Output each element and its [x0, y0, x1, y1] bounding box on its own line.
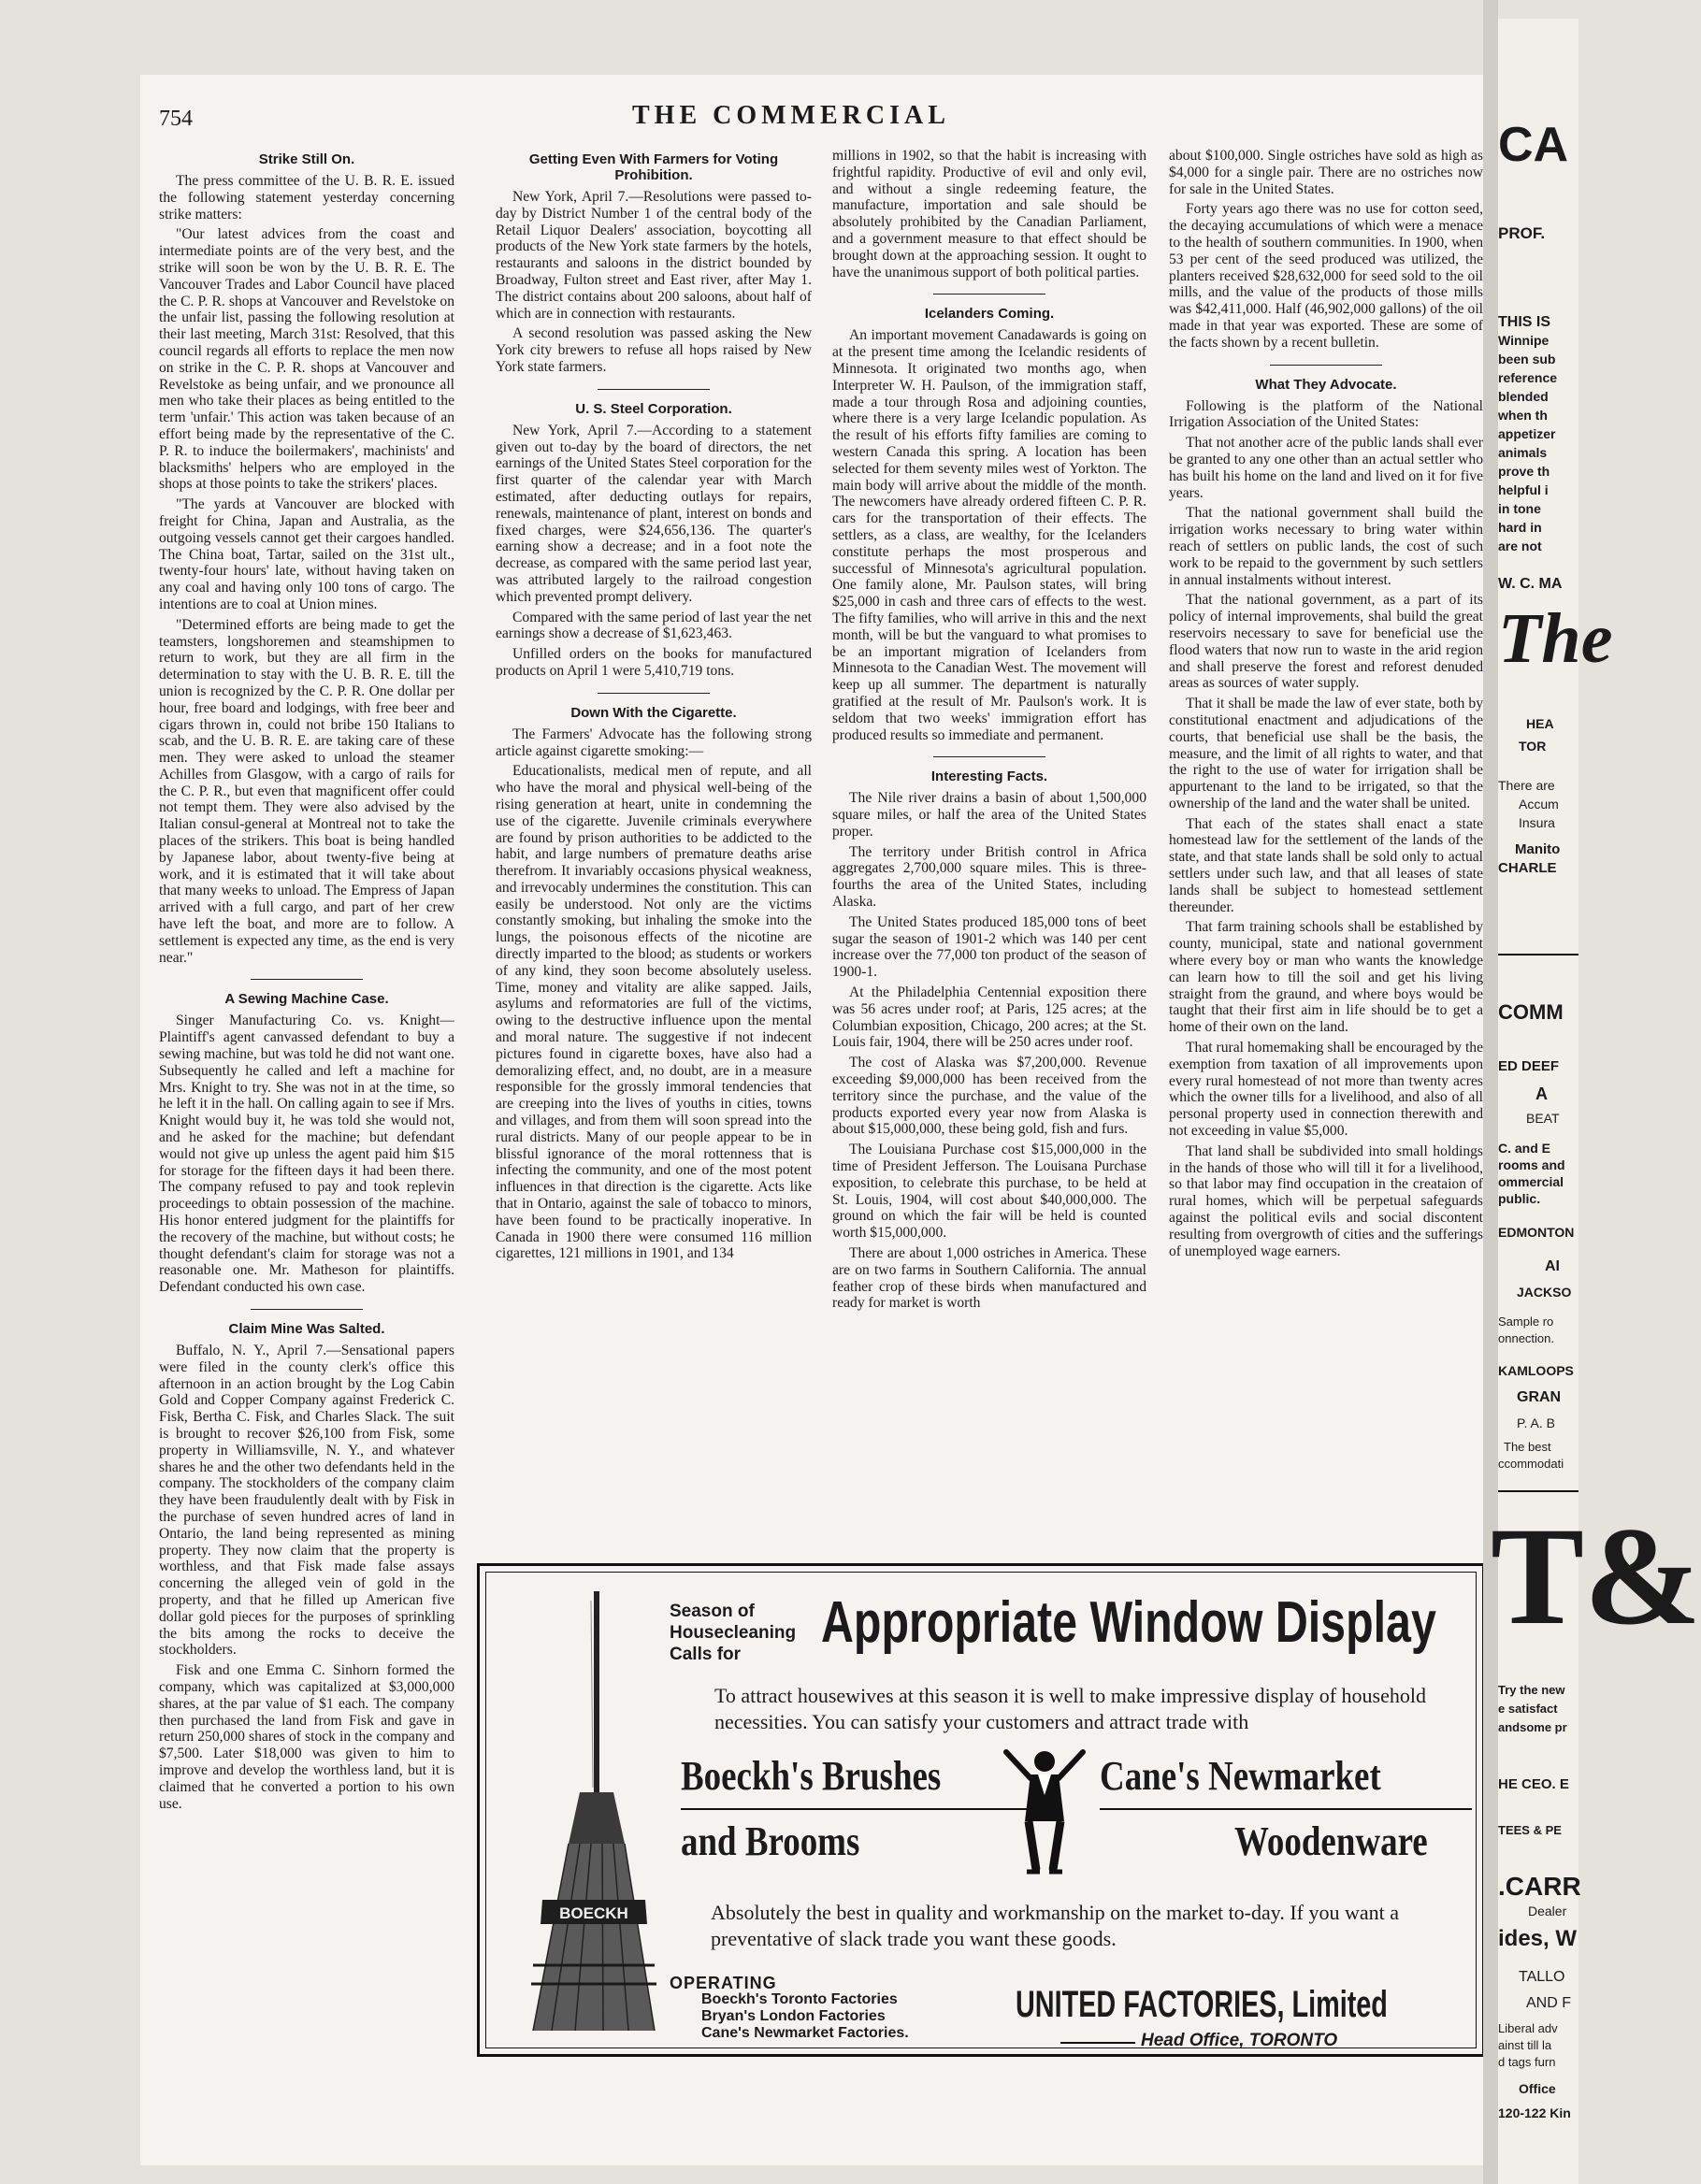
strip-fragment: been sub	[1498, 352, 1556, 366]
article-paragraph: At the Philadelphia Centennial exposition there was 56 acres under roof; at Paris, 125 acres; at the Columbian exposition, Chicago, 200 acres; at the St. Louis fair, 1904, there will be 250 acres under roof.	[832, 984, 1146, 1051]
waiter-figure-icon	[1002, 1746, 1087, 1877]
strip-fragment: ainst till la	[1498, 2038, 1552, 2052]
strip-fragment: Try the new	[1498, 1683, 1565, 1697]
article-paragraph: Fisk and one Emma C. Sinhorn formed the company, which was capitalized at $3,000,000 shares, at the par value of $1 each. The company then purchased the land from Fisk and gave in return 250,000 shares of stock in the company and $7,500. Later $18,000 was given to him to improve and develop the worthless land, but it is claimed that he converted a portion to his own use.	[159, 1662, 454, 1812]
strip-rule	[1498, 1490, 1578, 1492]
ad-factory-line: Boeckh's Toronto Factories	[701, 1991, 898, 2007]
broom-icon	[524, 1591, 664, 2040]
ad-season-label: Season of Housecleaning Calls for	[670, 1602, 797, 1664]
article-paragraph: The press committee of the U. B. R. E. issued the following statement yesterday concerning strike matters:	[159, 173, 454, 223]
strip-rule	[1498, 954, 1578, 956]
page-number: 754	[159, 107, 193, 131]
article-paragraph: That each of the states shall enact a state homestead law for the settlement of the lands of the state, and that state lands shall be sold only to actual settlers under such law, and that all leases of state lands shall be subject to homestead settlement thereunder.	[1169, 815, 1483, 915]
article-headline: A Sewing Machine Case.	[224, 991, 389, 1008]
article-paragraph: That farm training schools shall be established by county, municipal, state and national government where every boy or man who wants the knowledge can learn how to till the soil and get his living straight from the graund, and where boys would be taught that their first aim in life should be to get a home of their own on the land.	[1169, 919, 1483, 1036]
strip-fragment: CA	[1498, 118, 1569, 172]
strip-fragment: andsome pr	[1498, 1720, 1567, 1734]
strip-fragment: C. and E	[1498, 1141, 1551, 1156]
strip-fragment: GRAN	[1517, 1389, 1562, 1405]
article-headline: Down With the Cigarette.	[570, 704, 737, 721]
strip-fragment: public.	[1498, 1191, 1541, 1206]
strip-fragment: rooms and	[1498, 1157, 1565, 1172]
strip-fragment: Dealer	[1528, 1904, 1567, 1918]
broom-label: BOECKH	[559, 1904, 628, 1922]
strip-fragment: animals	[1498, 445, 1548, 460]
strip-fragment: Winnipe	[1498, 333, 1550, 348]
strip-fragment: appetizer	[1498, 426, 1556, 441]
article-paragraph: Following is the platform of the National Irrigation Association of the United States:	[1169, 397, 1483, 431]
article-paragraph: "Our latest advices from the coast and intermediate points are of the very best, and the strike will soon be won by the U. B. R. E. The Vancouver Trades and Labor Council have placed the C. P. R. shops at Vancouver and Revelstoke on the unfair list, passing the following resolution at their last meeting, March 31st: Resolved, that this council regards all efforts to replace the men now on strike in the C. P. R. shops at Vancouver and Revelstoke as being unfair, and we pronounce all men who take their places as being entitled to the term 'unfair.' This action was taken because of an effort being made by the representative of the C. P. R. to induce the boilermakers', machinists' and blacksmiths' helpers who are employed in the shops at those points to take the strikers' places.	[159, 226, 454, 493]
strip-fragment: when th	[1498, 408, 1548, 423]
ad-headline: Appropriate Window Display	[821, 1590, 1436, 1655]
ad-quality-text: Absolutely the best in quality and workmanship on the market to-day. If you want a preventative of slack trade you want these goods.	[711, 1901, 1400, 1950]
ad-underline-2	[1100, 1808, 1472, 1810]
article-paragraph: Forty years ago there was no use for cotton seed, the decaying accumulations of which were a menace to the health of southern communities. In 1900, when 53 per cent of the seed produced was utilized, the planters received $28,632,000 for seed sold to the oil mills, and the value of the products of those mills was $42,411,000. Half (46,902,000 gallons) of the oil made in that year was exported. These are some of the facts shown by a recent bulletin.	[1169, 201, 1483, 351]
article-paragraph: There are about 1,000 ostriches in America. These are on two farms in Southern California. The annual feather crop of these birds when manufactured and ready for market is worth	[832, 1245, 1146, 1312]
strip-fragment: AND F	[1526, 1995, 1571, 2011]
article-paragraph: Singer Manufacturing Co. vs. Knight—Plaintiff's agent canvassed defendant to buy a sewing machine, but was told he did not want one. Subsequently he called and left a machine for Mrs. Knight to try. She was not in at the time, so he left it in the hall. On calling again to see if Mrs. Knight would buy it, he was told she would not, and he asked for the machine; but defendant would not give up unless the agent paid him $15 for storage for the fifteen days it had been there. The company refused to pay and took replevin proceedings to obtain possession of the machine. His honor entered judgment for the plaintiffs for the recovery of the machine, but without costs; he thought defendant's claim for storage was not a reasonable one. Mr. Matheson for plaintiffs. Defendant conducted his own case.	[159, 1013, 454, 1296]
column-2	[496, 148, 812, 1266]
strip-fragment: Liberal adv	[1498, 2021, 1558, 2035]
strip-fragment: AI	[1545, 1258, 1560, 1274]
article-headline: Claim Mine Was Salted.	[228, 1321, 385, 1337]
ad-company-name: UNITED FACTORIES, Limited	[1016, 1984, 1388, 2025]
column-3	[832, 148, 1146, 1315]
article-paragraph: The United States produced 185,000 tons of beet sugar the season of 1901-2 which was 140 per cent increase over the 77,000 ton product of the season of 1900-1.	[832, 913, 1146, 981]
article-paragraph: That land shall be subdivided into small holdings in the hands of those who will till it for a livelihood, so that labor may find occupation in the creataion of rural homes, which will be perpetual safeguards against the political evils and social discontent resulting from overgrowth of cities and the sufferings of unemployed wage earners.	[1169, 1142, 1483, 1259]
ad-brand-brushes: Boeckh's Brushes	[681, 1753, 942, 1799]
strip-fragment: EDMONTON	[1498, 1225, 1575, 1240]
ad-factory-line: Bryan's London Factories	[701, 2008, 886, 2024]
article-paragraph: New York, April 7.—According to a statement given out to-day by the board of directors, the net earnings of the United States Steel corporation for the first quarter of the calendar year with March estimated, after deducting outlays for repairs, renewals, maintenance of plant, interest on bonds and fixed charges, were $24,656,136. The quarter's earning show a decrease; and in a foot note the decrease, as compared with the same period last year, was attributed largely to the railroad congestion which prevented prompt delivery.	[496, 422, 812, 605]
ad-operating-block	[670, 1975, 909, 2042]
strip-fragment: A	[1535, 1085, 1548, 1103]
article-headline: Getting Even With Farmers for Voting Prohibition.	[528, 151, 779, 183]
article-paragraph: The Louisiana Purchase cost $15,000,000 in the time of President Jefferson. The Louisana Purchase exposition, to celebrate this purchase, to be held at St. Louis, 1904, will cost about $40,000,000. The ground on which the fair will be held is counted worth $15,000,000.	[832, 1142, 1146, 1242]
strip-fragment: ccommodati	[1498, 1457, 1564, 1471]
article-headline: Icelanders Coming.	[924, 306, 1055, 323]
column-1	[159, 148, 454, 1816]
article-divider	[598, 693, 710, 694]
strip-fragment: ommercial	[1498, 1174, 1564, 1189]
strip-fragment: W. C. MA	[1498, 576, 1563, 592]
strip-fragment: Sample ro	[1498, 1315, 1554, 1329]
article-paragraph: Educationalists, medical men of repute, and all who have the moral and physical well-being of the rising generation at heart, unite in condemning the use of the cigarette. Juvenile criminals everywhere are found by prison authorities to be addicted to the habit, and large numbers of premature deaths arise therefrom. It invariably occasions physical weakness, and irrevocably undermines the constitution. This can easily be understood. Not only are the victims constantly smoking, but inhaling the smoke into the lungs, the poisonous effects of the nicotine are directly imparted to the blood; as students or workers of any kind, they soon become absolutely useless. Time, money and vitality are alike sapped. Jails, asylums and reformatories are full of the victims, owing to the destructive influence upon the mental and moral nature. The suggestive if not indecent pictures found in cigarette boxes, have also had a demoralizing effect, and, no doubt, are in a measure responsible for the grossly immoral tendencies that are creeping into the lives of youths in cities, towns and villages, and from them will soon spread into the rural districts. Many of our people appear to be in blissful ignorance of the moral rottenness that is infecting the community, and one of the most potent influences in that direction is the cigarette. Acts like that in Ontario, against the sale of tobacco to minors, have been found to be practically inoperative. In Canada in 1900 there were consumed 116 million cigarettes, 121 millions in 1901, and 134	[496, 763, 812, 1262]
advertisement-united-factories	[477, 1563, 1485, 2057]
strip-fragment: blended	[1498, 389, 1549, 404]
article-paragraph: The cost of Alaska was $7,200,000. Revenue exceeding $9,000,000 has been received from the territory since the purchase, and the value of the products exported every year now from Alaska is about $15,000,000, these being gold, fish and furs.	[832, 1055, 1146, 1138]
strip-fragment: JACKSO	[1517, 1285, 1572, 1300]
strip-fragment: P. A. B	[1517, 1415, 1555, 1430]
strip-fragment: HEA	[1526, 716, 1554, 731]
article-paragraph: Buffalo, N. Y., April 7.—Sensational papers were filed in the county clerk's office this afternoon in an action brought by the Log Cabin Gold and Copper Company against Frederick C. Fisk, Bertha C. Fisk, and Charles Slack. The suit is brought to recover $26,100 from Fisk, some property in Williamsville, N. Y., and whatever shares he and the other two defendants held in the company. The stockholders of the company claim they have been fraudulently dealt with by Fisk in the purchase of seven hundred acres of land in Ontario, the land being represented as mining property. They now claim that the property is worthless, and that Fisk made false assays concerning the alleged vein of gold in the property, and that he filled up American five dollar gold pieces for the purposes of sprinkling the bits among the rocks to deceive the stockholders.	[159, 1343, 454, 1659]
article-paragraph: A second resolution was passed asking the New York city brewers to refuse all hops raised by New York state farmers.	[496, 325, 812, 375]
ad-brand-woodenware: Woodenware	[1234, 1818, 1428, 1864]
article-divider	[933, 756, 1045, 757]
strip-fragment: .CARR	[1498, 1872, 1581, 1901]
article-headline: What They Advocate.	[1255, 376, 1397, 393]
article-paragraph: The territory under British control in Africa aggregates 2,700,000 square miles. This is three-fourths the area of the United States, including Alaska.	[832, 843, 1146, 911]
strip-fragment: CHARLE	[1498, 860, 1557, 876]
strip-fragment: The	[1498, 599, 1613, 678]
article-divider	[1270, 365, 1382, 366]
article-paragraph: The Nile river drains a basin of about 1,500,000 square miles, or half the area of the United States proper.	[832, 790, 1146, 840]
strip-fragment: KAMLOOPS	[1498, 1363, 1574, 1378]
strip-fragment: BEAT	[1526, 1111, 1560, 1126]
article-paragraph: "Determined efforts are being made to get the teamsters, longshoremen and steamshipmen to return to work, but they are all firm in the determination to stay with the U. B. R. E. till the union is recognized by the C. P. R. One dollar per hour, free board and lodgings, with free beer and cigars thrown in, could not bribe 150 Italians to scab, and the U. B. R. E. are taking care of these men. They were asked to unload the steamer Achilles from Glasgow, with a cargo of rails for the C. P. R., but even that magnificent offer could not tempt them. They were also advised by the Italian consul-general at Montreal not to take the places of the strikers. This boat is being handled by Japanese labor, about twenty-five being at work, and it is estimated that it will take about that many weeks to unload. The Empress of Japan arrived with a full cargo, and part of her crew have left the boat, and more are to follow. A settlement is expected any time, as the end is very near."	[159, 616, 454, 966]
article-paragraph: millions in 1902, so that the habit is increasing with frightful rapidity. Productive of evil and only evil, and without a single redeeming feature, the manufacture, importation and sale should be absolutely prohibited by the Canadian Parliament, and a government measure to that effect should be brought down at the approaching session. It ought to have the unanimous support of both political parties.	[832, 148, 1146, 280]
ad-factory-line: Cane's Newmarket Factories.	[701, 2025, 909, 2041]
strip-fragment: T&	[1491, 1499, 1701, 1654]
strip-fragment: TALLO	[1519, 1969, 1565, 1985]
article-paragraph: That not another acre of the public lands shall ever be granted to any one other than an actual settler who has built his home on the land and lived on it for five years.	[1169, 435, 1483, 501]
article-paragraph: That rural homemaking shall be encouraged by the exemption from taxation of all improvements upon every rural homestead of not more than twenty acres which the owner tills for a livelihood, and also of all personal property used in connection therewith and not exceeding in value $5,000.	[1169, 1040, 1483, 1140]
ad-inner-border	[485, 1572, 1477, 2048]
article-paragraph: about $100,000. Single ostriches have sold as high as $4,000 for a single pair. There are no ostriches now for sale in the United States.	[1169, 148, 1483, 197]
article-paragraph: "The yards at Vancouver are blocked with freight for China, Japan and Australia, as the outgoing vessels cannot get their cargoes handled. The China boat, Tartar, sailed on the 31st ult., twenty-four hours' late, without having taken on any coal and having only 100 tons of cargo. The intentions are to coal at Union mines.	[159, 496, 454, 612]
article-paragraph: That the national government shall build the irrigation works necessary to bring water within reach of settlers on public lands, the cost of such work to be repaid to the government by such settlers in annual instalments without interest.	[1169, 505, 1483, 588]
strip-fragment: PROF.	[1498, 224, 1546, 242]
strip-fragment: hard in	[1498, 520, 1542, 535]
strip-fragment: The best	[1504, 1440, 1551, 1454]
strip-fragment: reference	[1498, 370, 1558, 385]
strip-fragment: TEES & PE	[1498, 1823, 1562, 1837]
article-headline: Interesting Facts.	[930, 769, 1048, 785]
ad-brand-brooms: and Brooms	[681, 1818, 860, 1864]
ad-head-office: Head Office, TORONTO	[1141, 2031, 1338, 2050]
ad-brand-newmarket: Cane's Newmarket	[1100, 1753, 1381, 1799]
article-paragraph: That the national government, as a part of its policy of internal improvements, shal build the great reservoirs necessary to save for beneficial use the flood waters that now run to waste in the arid region and shall preserve the forest and reforest denuded areas as sources of water supply.	[1169, 592, 1483, 692]
ad-operating-label: OPERATING	[670, 1974, 777, 1992]
masthead: THE COMMERCIAL	[632, 101, 950, 130]
strip-fragment: Manito	[1515, 841, 1561, 857]
article-headline: Strike Still On.	[258, 151, 355, 167]
article-headline: U. S. Steel Corporation.	[575, 400, 732, 417]
strip-fragment: Insura	[1519, 815, 1555, 830]
strip-fragment: e satisfact	[1498, 1702, 1558, 1716]
strip-fragment: helpful i	[1498, 482, 1549, 497]
article-paragraph: That it shall be made the law of ever state, both by constitutional enactment and adjudications of the courts, that beneficial use shall be the basis, the measure, and the limit of all rights to water, and that the right to the use of water for irrigation shall be appurtenant to the land to be irrigated, so that the ownership of the land and the water shall be united.	[1169, 696, 1483, 812]
strip-fragment: are not	[1498, 539, 1542, 553]
strip-fragment: ides, W	[1498, 1926, 1578, 1951]
strip-fragment: onnection.	[1498, 1331, 1554, 1345]
article-paragraph: Compared with the same period of last year the net earnings show a decrease of $1,623,463.	[496, 609, 812, 642]
ad-intro-text: To attract housewives at this season it is well to make impressive display of household necessities. You can satisfy your customers and attract trade with	[714, 1684, 1426, 1733]
article-divider	[933, 294, 1045, 295]
column-4	[1169, 148, 1483, 1541]
article-divider	[251, 1309, 363, 1310]
article-paragraph: New York, April 7.—Resolutions were passed to-day by District Number 1 of the central body of the Retail Liquor Dealers' association, boycotting all products of the New York state farmers by the hotels, restaurants and saloons in the district bounded by Broadway, Fulton street and East river, after May 1. The district contains about 200 saloons, about half of which are in connection with restaurants.	[496, 189, 812, 322]
strip-fragment: ED DEEF	[1498, 1058, 1560, 1074]
adjacent-page-strip	[1491, 19, 1701, 2184]
ad-head-office-rule	[1060, 2042, 1135, 2044]
article-divider	[251, 979, 363, 980]
article-divider	[598, 389, 710, 390]
strip-fragment: THIS IS	[1498, 314, 1551, 330]
strip-fragment: prove th	[1498, 464, 1550, 479]
strip-fragment: in tone	[1498, 501, 1541, 516]
strip-fragment: TOR	[1519, 739, 1547, 754]
page-gutter	[1483, 0, 1498, 2184]
strip-fragment: COMM	[1498, 1000, 1564, 1024]
strip-fragment: HE CEO. E	[1498, 1776, 1569, 1792]
strip-fragment: There are	[1498, 778, 1555, 793]
strip-fragment: d tags furn	[1498, 2055, 1556, 2069]
article-paragraph: The Farmers' Advocate has the following strong article against cigarette smoking:—	[496, 726, 812, 759]
strip-fragment: Accum	[1519, 797, 1559, 812]
strip-fragment: Office	[1519, 2081, 1556, 2096]
article-paragraph: Unfilled orders on the books for manufactured products on April 1 were 5,410,719 tons.	[496, 646, 812, 679]
article-paragraph: An important movement Canadawards is going on at the present time among the Icelandic residents of Minnesota. It originated two months ago, when Interpreter W. H. Paulson, of the immigration staff, made a tour through Rosa and adjoining counties, where there is a very large Icelandic population. As the result of his efforts fifty families are coming to western Canada this spring. A location has been selected for them seventy miles west of Yorkton. The main body will arrive about the middle of the month. The newcomers have already ordered fifteen C. P. R. cars for the transportation of their effects. The settlers, as a class, are wealthy, for the Icelanders constitute perhaps the most prosperous and successful of Minnesota's agricultural population. One family alone, Mr. Paulson states, will bring $25,000 in cash and three cars of effects to the west. The fifty families, who will arrive in this and the next month, will be but the vanguard to what promises to be an important migration of Icelanders from Minnesota to the Canadian West. The movement will keep up all summer. The department is naturally gratified at the result of Mr. Paulson's work. It is seldom that two weeks' immigration effort has produced results so immediate and permanent.	[832, 327, 1146, 743]
strip-fragment: 120-122 Kin	[1498, 2105, 1571, 2120]
